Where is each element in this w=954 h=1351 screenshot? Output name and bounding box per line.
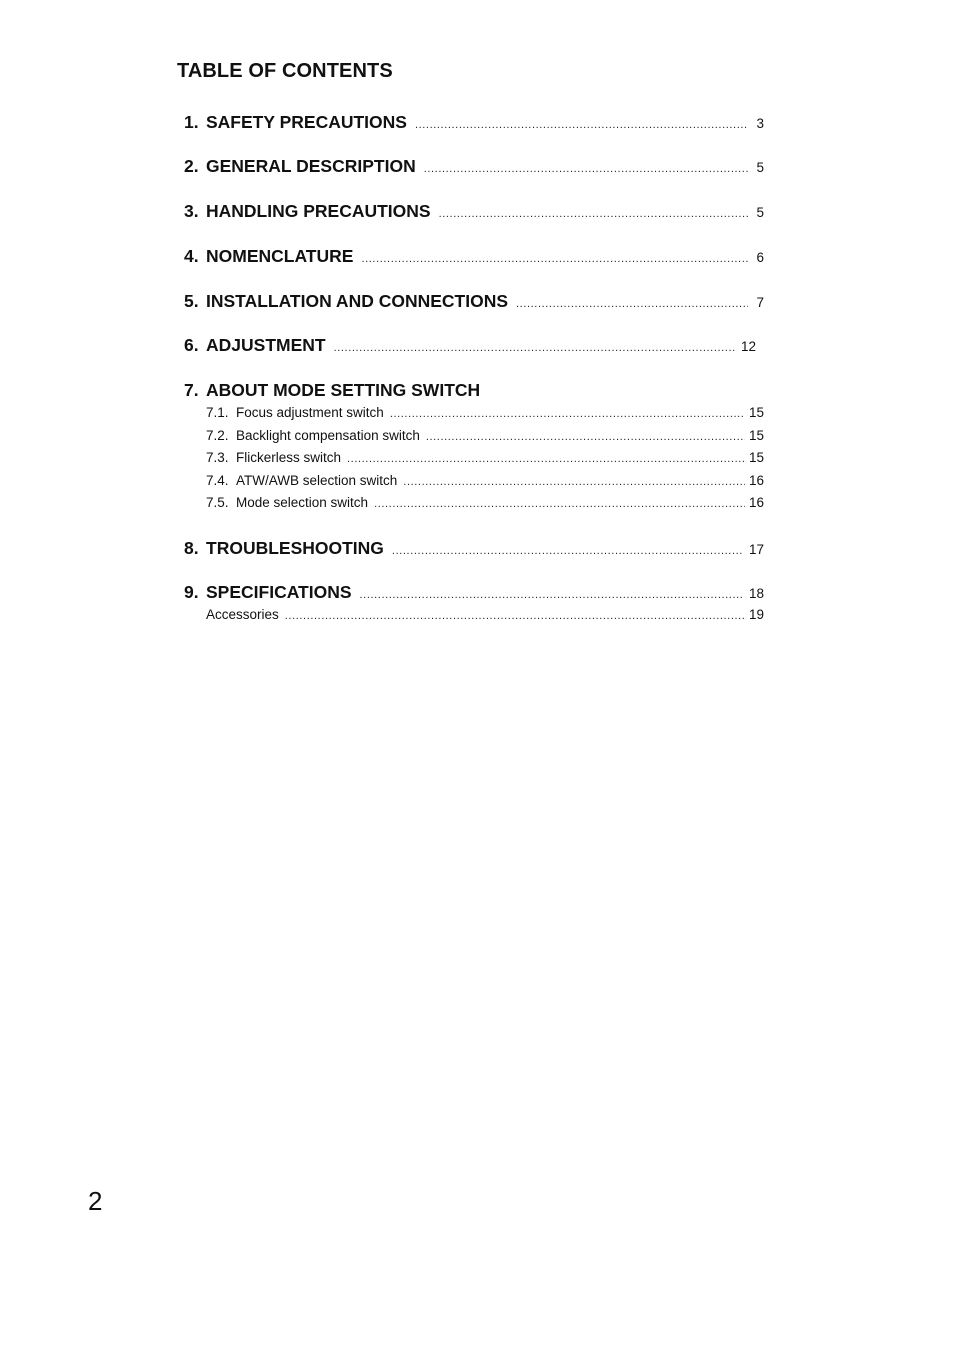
toc-subentry-label: Accessories [206, 607, 279, 622]
toc-entry-specifications[interactable] [184, 582, 764, 603]
toc-entry-general-description[interactable] [184, 156, 764, 177]
toc-subentry-page: 15 [748, 428, 764, 443]
toc-entry-nomenclature[interactable] [184, 246, 764, 267]
dot-leader [361, 253, 748, 265]
toc-subentry-page: 16 [748, 495, 764, 510]
dot-leader [390, 408, 745, 420]
toc-entry-label: ADJUSTMENT [206, 335, 326, 355]
toc-entry-page: 17 [748, 542, 764, 557]
toc-entry-page: 5 [756, 205, 764, 220]
dot-leader [403, 476, 745, 488]
toc-title: TABLE OF CONTENTS [177, 60, 393, 82]
toc-entry-page: 6 [756, 250, 764, 265]
toc-subentry-accessories[interactable] [206, 607, 764, 622]
dot-leader [347, 453, 745, 465]
toc-entry-troubleshooting[interactable] [184, 538, 764, 559]
dot-leader [415, 119, 748, 131]
toc-entry-number: 8. [184, 538, 199, 558]
toc-subentry-number: 7.3. [206, 450, 229, 465]
dot-leader [516, 298, 748, 310]
toc-entry-number: 5. [184, 291, 199, 311]
dot-leader [439, 208, 748, 220]
toc-subentry-atw-awb-selection-switch[interactable] [206, 473, 764, 488]
toc-subentry-focus-adjustment-switch[interactable] [206, 405, 764, 420]
toc-subentry-flickerless-switch[interactable] [206, 450, 764, 465]
toc-entry-number: 3. [184, 201, 199, 221]
toc-entry-page: 3 [756, 116, 764, 131]
toc-entry-label: NOMENCLATURE [206, 246, 354, 266]
toc-entry-handling-precautions[interactable] [184, 201, 764, 222]
toc-subentry-label: Mode selection switch [236, 495, 369, 510]
toc-entry-label: INSTALLATION AND CONNECTIONS [206, 291, 509, 311]
toc-subentry-page: 19 [748, 607, 764, 622]
dot-leader [424, 163, 748, 175]
toc-subentry-label: ATW/AWB selection switch [236, 473, 398, 488]
toc-entry-installation-and-connections[interactable] [184, 291, 764, 312]
toc-subentry-backlight-compensation-switch[interactable] [206, 428, 764, 443]
toc-entry-number: 9. [184, 582, 199, 602]
toc-subentry-mode-selection-switch[interactable] [206, 495, 764, 510]
dot-leader [334, 342, 735, 354]
toc-entry-number: 2. [184, 156, 199, 176]
toc-entry-adjustment[interactable] [184, 335, 764, 356]
toc-entry-page: 18 [748, 586, 764, 601]
dot-leader [285, 610, 745, 622]
toc-subentry-number: 7.4. [206, 473, 229, 488]
toc-entry-label: SPECIFICATIONS [206, 582, 352, 602]
toc-subentry-label: Focus adjustment switch [236, 405, 384, 420]
toc-entry-number: 6. [184, 335, 199, 355]
toc-subentry-number: 7.2. [206, 428, 229, 443]
toc-entry-page: 12 [740, 339, 756, 354]
toc-subentry-number: 7.5. [206, 495, 229, 510]
toc-subentry-label: Flickerless switch [236, 450, 342, 465]
toc-entry-page: 7 [756, 295, 764, 310]
toc-entry-number: 7. [184, 380, 199, 400]
toc-entry-number: 1. [184, 112, 199, 132]
dot-leader [360, 589, 743, 601]
dot-leader [374, 498, 745, 510]
toc-entry-number: 4. [184, 246, 199, 266]
toc-subentry-label: Backlight compensation switch [236, 428, 420, 443]
toc-subentry-page: 15 [748, 450, 764, 465]
toc-entry-label: ABOUT MODE SETTING SWITCH [206, 380, 481, 400]
toc-entry-label: TROUBLESHOOTING [206, 538, 384, 558]
toc-subentry-page: 15 [748, 405, 764, 420]
toc-entry-label: GENERAL DESCRIPTION [206, 156, 416, 176]
toc-entry-label: SAFETY PRECAUTIONS [206, 112, 407, 132]
toc-entry-label: HANDLING PRECAUTIONS [206, 201, 431, 221]
toc-entry-about-mode-setting-switch[interactable] [184, 380, 764, 401]
dot-leader [392, 545, 743, 557]
toc-subentry-number: 7.1. [206, 405, 229, 420]
dot-leader [426, 431, 745, 443]
toc-entry-safety-precautions[interactable] [184, 112, 764, 133]
page-number: 2 [88, 1186, 103, 1216]
toc-subentry-page: 16 [748, 473, 764, 488]
toc-entry-page: 5 [756, 160, 764, 175]
